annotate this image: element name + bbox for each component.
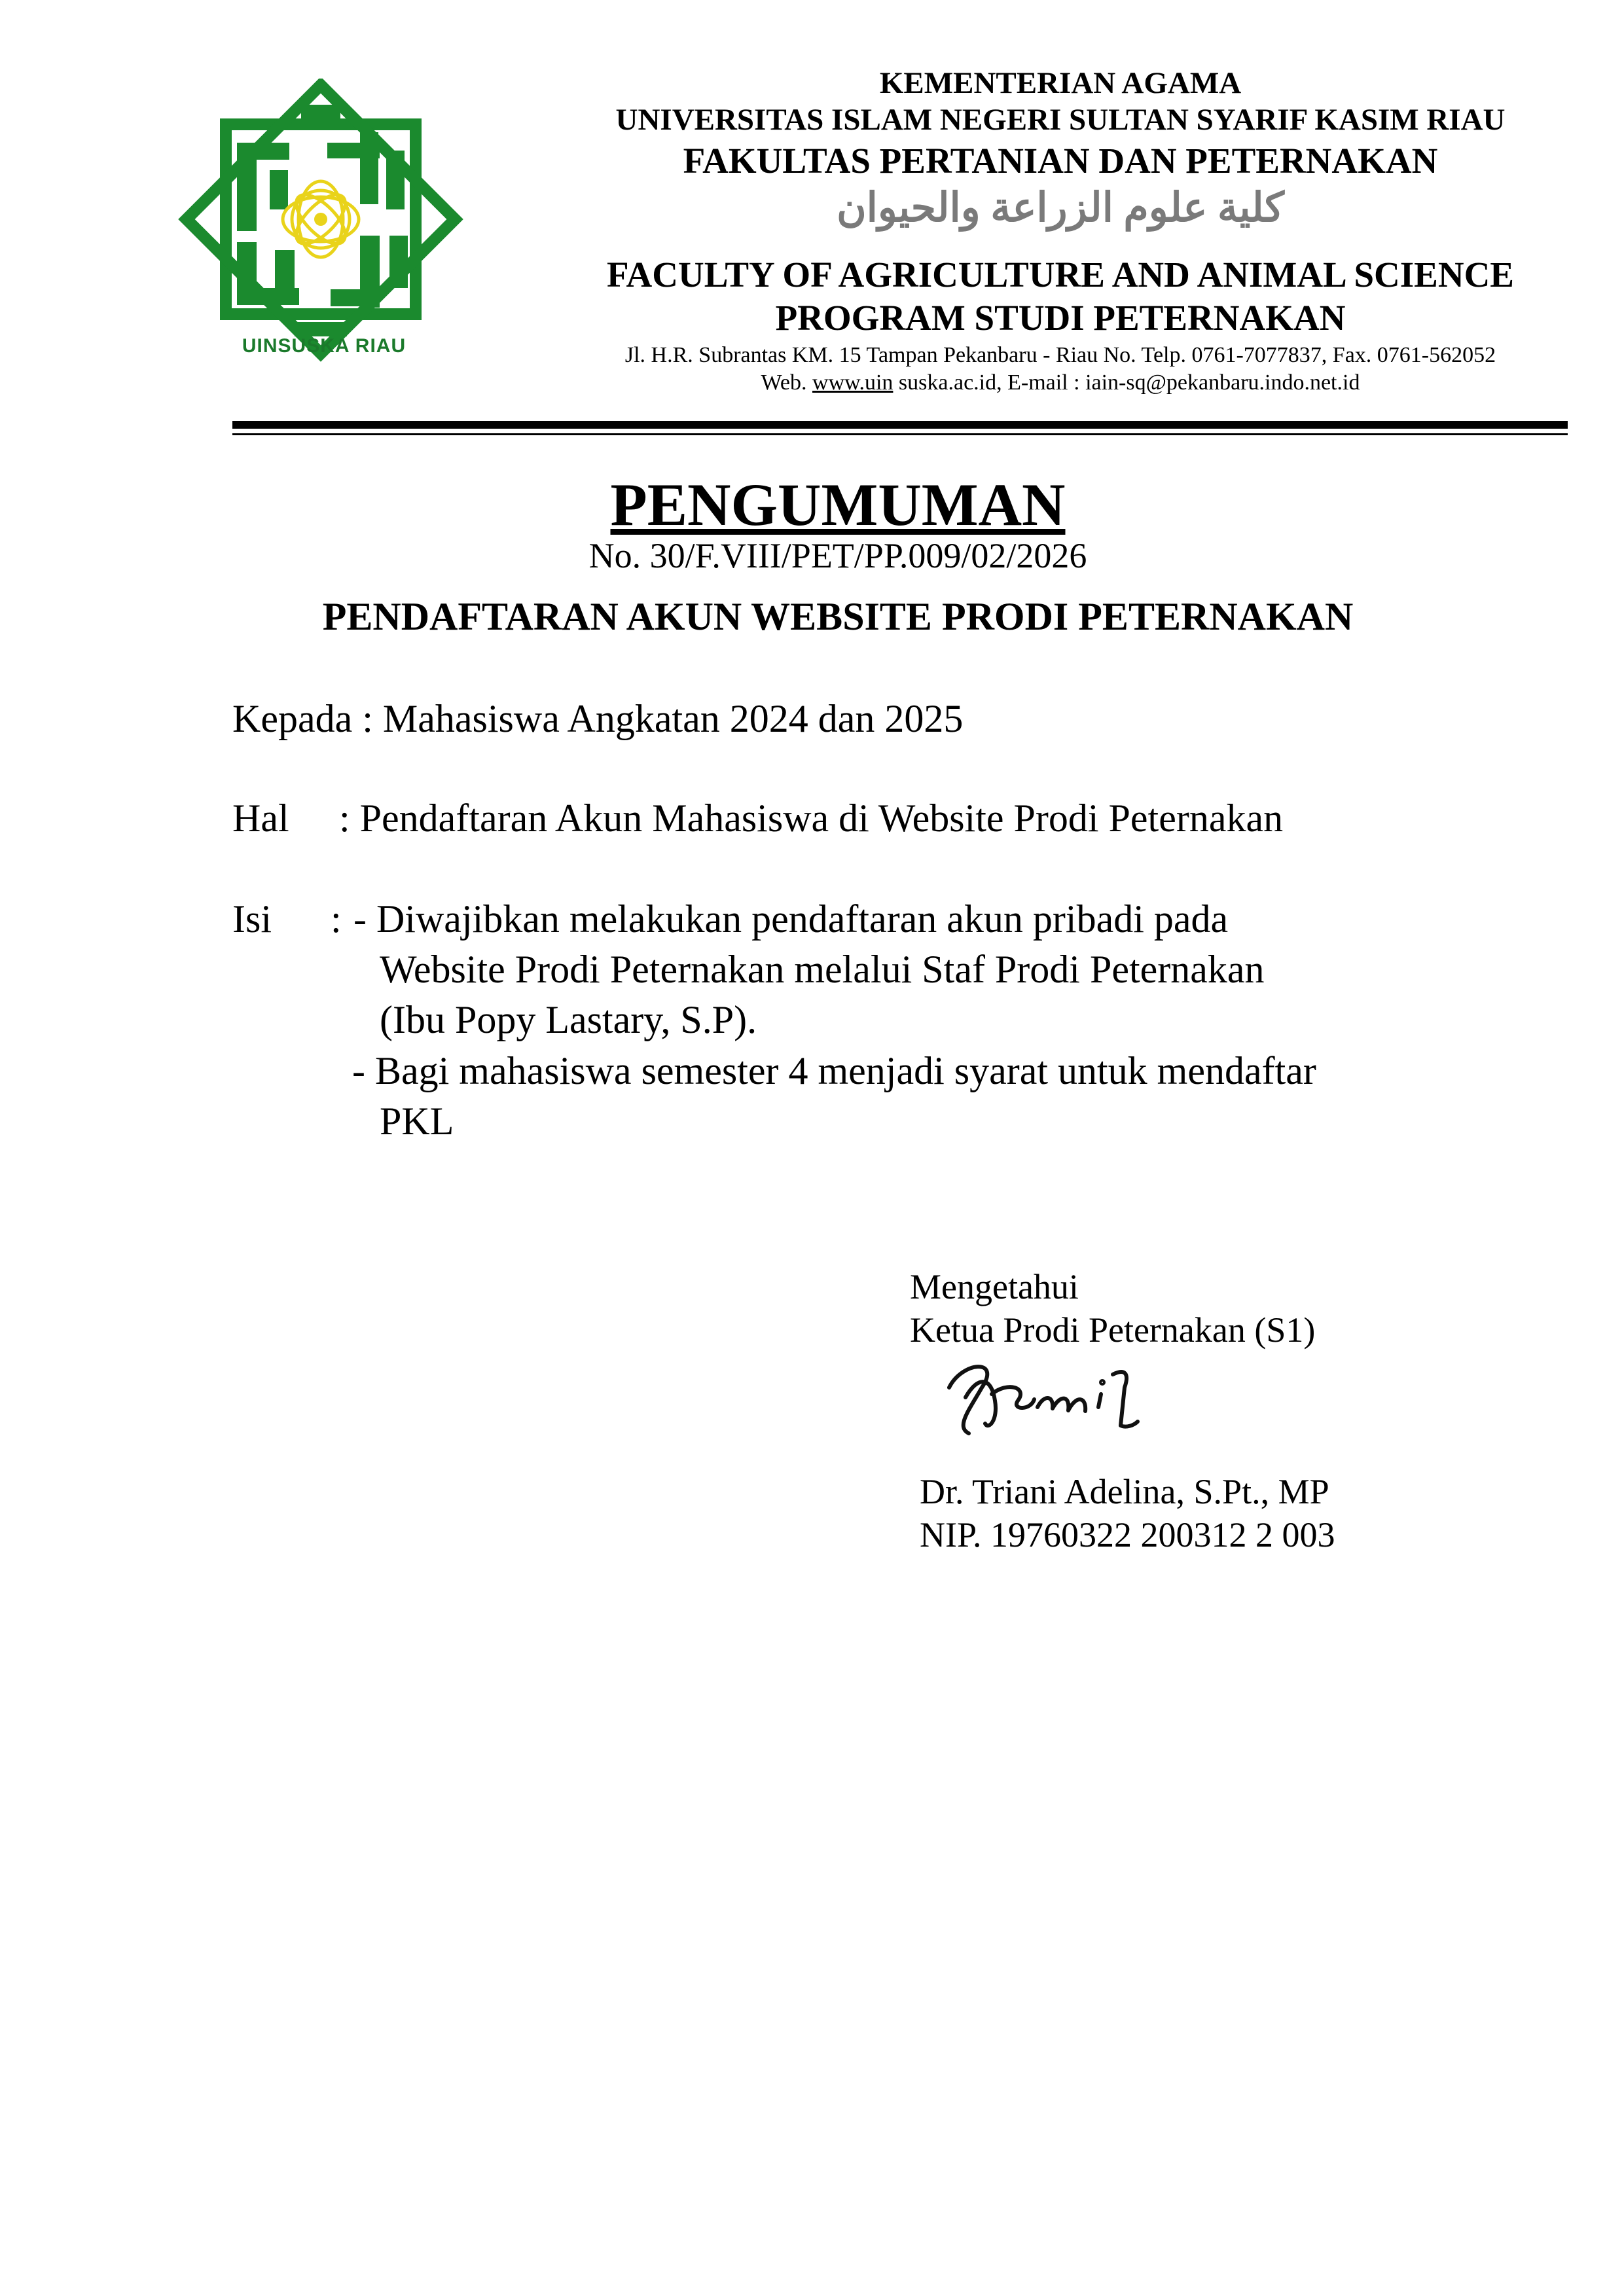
hal-value: : Pendaftaran Akun Mahasiswa di Website Prodi Peternakan — [339, 797, 1284, 840]
hal-label: Hal — [232, 797, 289, 840]
logo-caption: UINSUSKA RIAU — [242, 335, 406, 357]
announcement-title: PENGUMUMAN — [610, 471, 1066, 538]
announcement-subject: PENDAFTARAN AKUN WEBSITE PRODI PETERNAKAN — [322, 595, 1354, 638]
faculty-name-english: FACULTY OF AGRICULTURE AND ANIMAL SCIENCE — [607, 255, 1514, 295]
isi-label: Isi — [232, 897, 272, 941]
content-item-2-line-1: - Bagi mahasiswa semester 4 menjadi syarat untuk mendaftar — [352, 1049, 1316, 1092]
university-name: UNIVERSITAS ISLAM NEGERI SULTAN SYARIF KASIM RIAU — [615, 103, 1506, 137]
faculty-name: FAKULTAS PERTANIAN DAN PETERNAKAN — [683, 141, 1438, 181]
web-suffix: suska.ac.id, E-mail : iain-sq@pekanbaru.indo.net.id — [893, 370, 1360, 395]
content-item-1-line-1: - Diwajibkan melakukan pendaftaran akun pribadi pada — [353, 897, 1229, 941]
content-item-2-line-2: PKL — [380, 1100, 454, 1143]
header-divider-thin — [232, 433, 1568, 435]
content-item-1-line-2: Website Prodi Peternakan melalui Staf Prodi Peternakan — [380, 948, 1265, 991]
handwritten-signature — [929, 1348, 1152, 1446]
university-logo — [164, 79, 478, 367]
signatory-role: Ketua Prodi Peternakan (S1) — [910, 1310, 1316, 1350]
header-divider-thick — [232, 421, 1568, 429]
signatory-name: Dr. Triani Adelina, S.Pt., MP — [920, 1472, 1329, 1511]
isi-colon: : — [331, 897, 342, 941]
announcement-number: No. 30/F.VIII/PET/PP.009/02/2026 — [588, 536, 1087, 575]
signatory-nip: NIP. 19760322 200312 2 003 — [920, 1515, 1335, 1554]
ministry-name: KEMENTERIAN AGAMA — [879, 66, 1242, 100]
acknowledged-label: Mengetahui — [910, 1267, 1079, 1306]
contact-line — [550, 370, 1571, 395]
program-name: PROGRAM STUDI PETERNAKAN — [775, 298, 1346, 338]
recipient-line: Kepada : Mahasiswa Angkatan 2024 dan 2025 — [232, 697, 964, 740]
address-line: Jl. H.R. Subrantas KM. 15 Tampan Pekanbaru - Riau No. Telp. 0761-7077837, Fax. 0761-562052 — [624, 343, 1496, 367]
web-prefix: Web. — [761, 370, 813, 395]
faculty-name-arabic: كلية علوم الزراعة والحيوان — [837, 186, 1284, 230]
website-link[interactable]: www.uin — [812, 370, 893, 395]
content-item-1-line-3: (Ibu Popy Lastary, S.P). — [380, 998, 757, 1041]
